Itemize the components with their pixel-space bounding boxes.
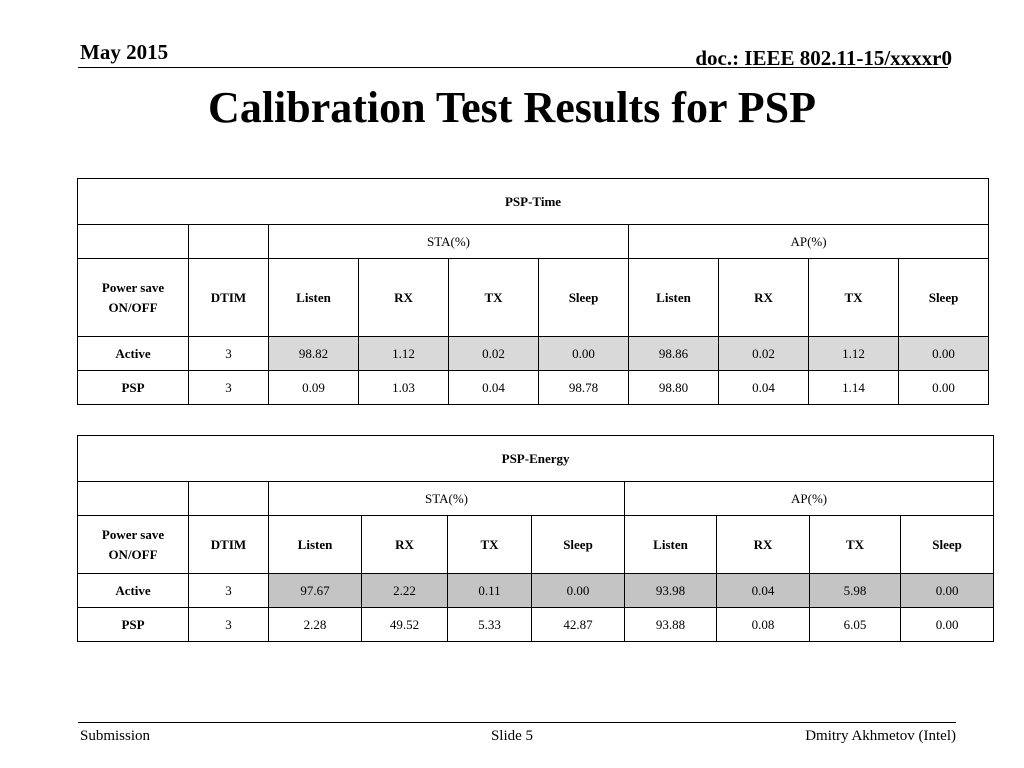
footer-submission: Submission <box>80 728 151 744</box>
table-row <box>78 574 994 608</box>
value-cell: 1.14 <box>809 371 899 405</box>
value-cell: 0.00 <box>901 574 994 608</box>
value-cell: 0.00 <box>901 608 994 642</box>
on-off-label: ON/OFF <box>108 546 158 562</box>
value-cell: 49.52 <box>362 608 448 642</box>
value-cell: 0.04 <box>717 574 810 608</box>
col-header-sta-tx: TX <box>449 259 539 337</box>
row-label-psp: PSP <box>78 608 189 642</box>
value-cell: 0.11 <box>448 574 532 608</box>
col-header-ap-rx: RX <box>717 516 810 574</box>
sta-group-header: STA(%) <box>269 482 625 516</box>
value-cell: 5.98 <box>810 574 901 608</box>
footer-slide-number: Slide 5 <box>490 728 534 744</box>
row-label-active: Active <box>78 337 189 371</box>
value-cell: 97.67 <box>269 574 362 608</box>
dtim-cell: 3 <box>189 371 269 405</box>
col-header-ap-listen: Listen <box>629 259 719 337</box>
value-cell: 93.98 <box>625 574 717 608</box>
ap-group-header: AP(%) <box>625 482 994 516</box>
value-cell: 98.82 <box>269 337 359 371</box>
empty-cell <box>189 482 269 516</box>
value-cell: 93.88 <box>625 608 717 642</box>
table-row <box>78 371 989 405</box>
value-cell: 0.00 <box>899 337 989 371</box>
value-cell: 0.00 <box>539 337 629 371</box>
header-date: May 2015 <box>80 40 169 64</box>
value-cell: 98.78 <box>539 371 629 405</box>
value-cell: 2.28 <box>269 608 362 642</box>
col-header-ap-tx: TX <box>809 259 899 337</box>
table-caption: PSP-Energy <box>78 436 994 482</box>
value-cell: 0.08 <box>717 608 810 642</box>
col-header-ap-sleep: Sleep <box>899 259 989 337</box>
psp-energy-table <box>77 435 994 642</box>
slide-title: Calibration Test Results for PSP <box>208 83 816 132</box>
col-header-sta-rx: RX <box>359 259 449 337</box>
value-cell: 2.22 <box>362 574 448 608</box>
col-header-ap-rx: RX <box>719 259 809 337</box>
col-header-ap-sleep: Sleep <box>901 516 994 574</box>
col-header-ap-tx: TX <box>810 516 901 574</box>
value-cell: 0.04 <box>449 371 539 405</box>
header-divider <box>78 67 948 68</box>
col-header-sta-rx: RX <box>362 516 448 574</box>
table-row <box>78 337 989 371</box>
empty-cell <box>189 225 269 259</box>
dtim-cell: 3 <box>189 608 269 642</box>
value-cell: 6.05 <box>810 608 901 642</box>
table-row <box>78 608 994 642</box>
ap-group-header: AP(%) <box>629 225 989 259</box>
value-cell: 0.00 <box>899 371 989 405</box>
value-cell: 0.09 <box>269 371 359 405</box>
power-save-label: Power save <box>101 526 165 542</box>
power-save-label: Power save <box>101 279 165 295</box>
row-label-active: Active <box>78 574 189 608</box>
value-cell: 0.02 <box>449 337 539 371</box>
power-save-header <box>78 516 189 574</box>
empty-cell <box>78 482 189 516</box>
row-label-psp: PSP <box>78 371 189 405</box>
footer-divider <box>78 722 956 723</box>
value-cell: 0.00 <box>532 574 625 608</box>
table-caption: PSP-Time <box>78 179 989 225</box>
value-cell: 98.80 <box>629 371 719 405</box>
col-header-sta-listen: Listen <box>269 259 359 337</box>
sta-group-header: STA(%) <box>269 225 629 259</box>
power-save-header <box>78 259 189 337</box>
col-header-ap-listen: Listen <box>625 516 717 574</box>
col-header-sta-tx: TX <box>448 516 532 574</box>
value-cell: 1.03 <box>359 371 449 405</box>
footer-author: Dmitry Akhmetov (Intel) <box>805 728 956 744</box>
header-doc-id: doc.: IEEE 802.11-15/xxxxr0 <box>695 46 952 70</box>
psp-time-table <box>77 178 989 405</box>
value-cell: 0.02 <box>719 337 809 371</box>
value-cell: 42.87 <box>532 608 625 642</box>
dtim-header: DTIM <box>189 259 269 337</box>
value-cell: 98.86 <box>629 337 719 371</box>
col-header-sta-sleep: Sleep <box>532 516 625 574</box>
dtim-header: DTIM <box>189 516 269 574</box>
value-cell: 1.12 <box>359 337 449 371</box>
value-cell: 5.33 <box>448 608 532 642</box>
col-header-sta-listen: Listen <box>269 516 362 574</box>
value-cell: 0.04 <box>719 371 809 405</box>
value-cell: 1.12 <box>809 337 899 371</box>
dtim-cell: 3 <box>189 337 269 371</box>
empty-cell <box>78 225 189 259</box>
dtim-cell: 3 <box>189 574 269 608</box>
col-header-sta-sleep: Sleep <box>539 259 629 337</box>
on-off-label: ON/OFF <box>108 299 158 315</box>
